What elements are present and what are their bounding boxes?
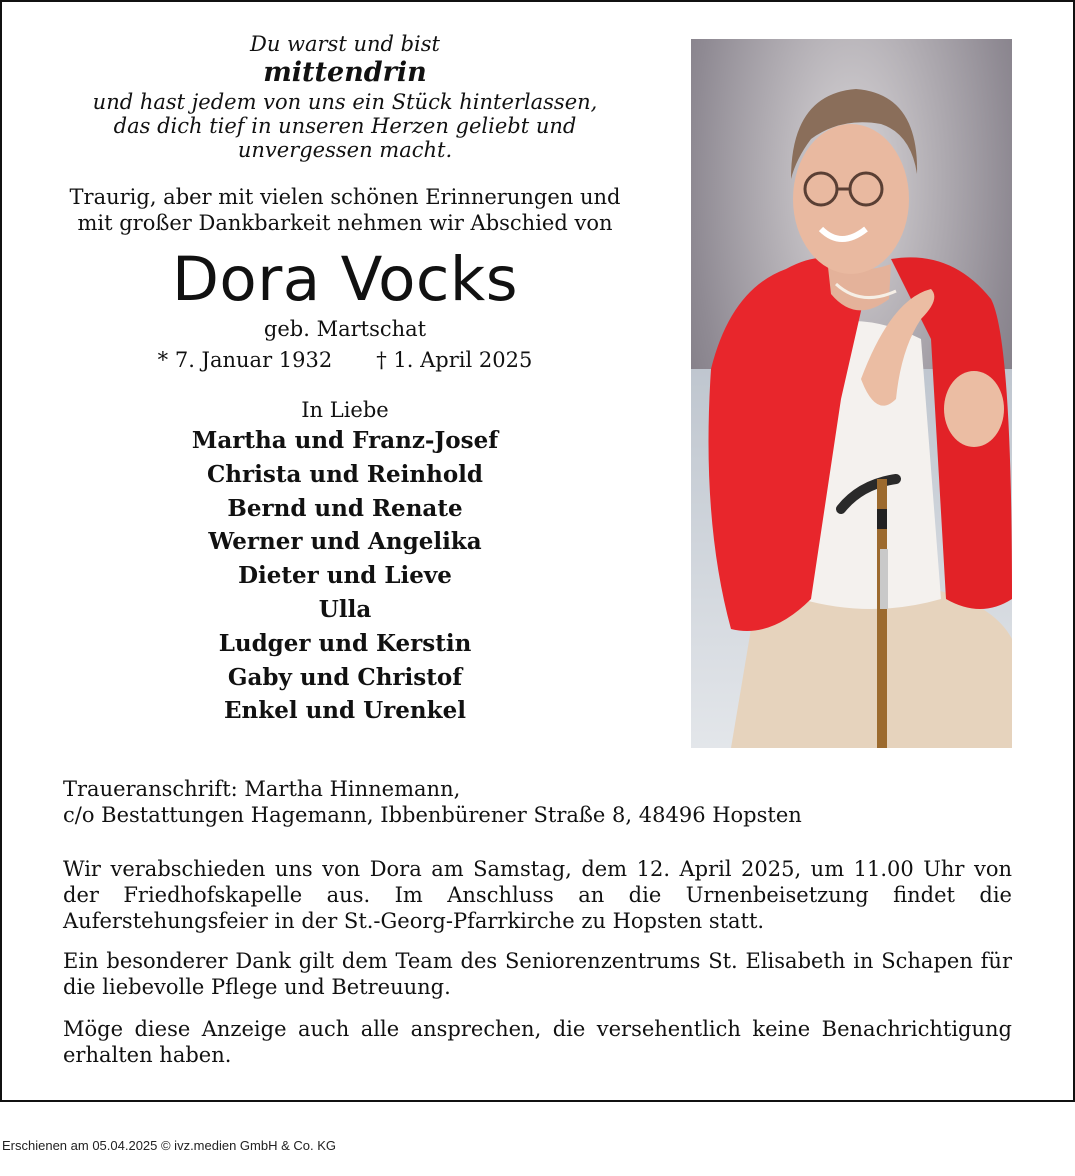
- notice-paragraph: Möge diese Anzeige auch alle ansprechen, die versehentlich keine Benachrichtigung erhalten haben.: [63, 1017, 1012, 1067]
- poem-line: und hast jedem von uns ein Stück hinterlassen,: [92, 90, 598, 114]
- mourner: Bernd und Renate: [227, 494, 463, 522]
- mourner: Christa und Reinhold: [207, 460, 483, 488]
- intro-line: mit großer Dankbarkeit nehmen wir Abschied von: [77, 211, 613, 235]
- mourner: Ulla: [318, 595, 372, 623]
- mourner: Martha und Franz-Josef: [191, 427, 499, 454]
- birth-date: * 7. Januar 1932: [157, 348, 333, 372]
- mourner: Gaby und Christof: [227, 663, 463, 691]
- poem: [50, 32, 640, 162]
- poem-line: das dich tief in unseren Herzen geliebt und: [113, 114, 577, 138]
- life-dates: [50, 344, 640, 376]
- obituary-text-column: [50, 32, 640, 728]
- thanks-paragraph: Ein besonderer Dank gilt dem Team des Seniorenzentrums St. Elisabeth in Schapen für die liebevolle Pflege und Betreuung.: [63, 949, 1012, 999]
- in-love-label: In Liebe: [301, 398, 389, 422]
- poem-line: Du warst und bist: [249, 32, 440, 56]
- mourner: Werner und Angelika: [208, 528, 482, 556]
- mourner: Enkel und Urenkel: [224, 697, 466, 725]
- mourner: Dieter und Lieve: [238, 562, 452, 590]
- mourners-list: [50, 424, 640, 728]
- deceased-name: Dora Vocks: [171, 244, 519, 315]
- poem-highlight: mittendrin: [263, 57, 427, 88]
- intro-text: [50, 184, 640, 236]
- death-date: † 1. April 2025: [376, 348, 533, 372]
- mourning-address: [63, 776, 1012, 828]
- intro-line: Traurig, aber mit vielen schönen Erinnerungen und: [69, 185, 621, 209]
- poem-line: unvergessen macht.: [237, 138, 453, 162]
- portrait-photo: [691, 39, 1012, 748]
- address-line: c/o Bestattungen Hagemann, Ibbenbürener Straße 8, 48496 Hopsten: [63, 803, 802, 827]
- mourner: Ludger und Kerstin: [218, 629, 472, 657]
- maiden-name: geb. Martschat: [263, 317, 427, 341]
- funeral-info-paragraph: Wir verabschieden uns von Dora am Samstag, dem 12. April 2025, um 11.00 Uhr von der Friedhofskapelle aus. Im Anschluss an die Urnenbeisetzung findet die Auferstehungsfeier in der St.-Georg-Pfarrkirche zu Hopsten statt.: [63, 857, 1012, 933]
- address-line: Traueranschrift: Martha Hinnemann,: [63, 777, 461, 801]
- publication-footer: Erschienen am 05.04.2025 © ivz.medien GmbH & Co. KG: [2, 1138, 337, 1153]
